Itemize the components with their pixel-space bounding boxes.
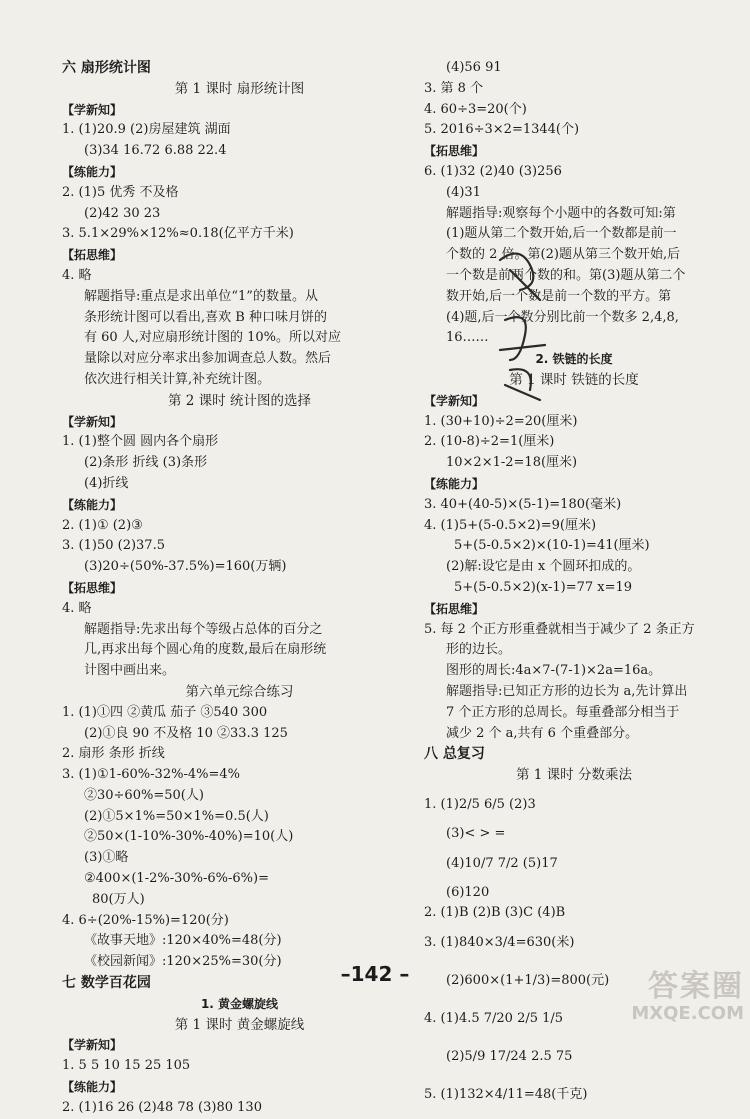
left-line: 1. 黄金螺旋线: [200, 996, 279, 1011]
left-line: (2)①5×1%=50×1%=0.5(人): [84, 808, 269, 824]
left-line: ②30÷60%=50(人): [84, 787, 204, 803]
left-line: 第六单元综合练习: [185, 683, 294, 700]
right-line: 1. (30+10)÷2=20(厘米): [424, 413, 578, 429]
right-line: (2)600×(1+1/3)=800(元): [446, 973, 610, 989]
left-line: 第 2 课时 统计图的选择: [168, 392, 311, 409]
right-line: 八 总复习: [424, 746, 485, 763]
left-line: 4. 6÷(20%-15%)=120(分): [62, 912, 229, 928]
right-line: 第 1 课时 分数乘法: [516, 767, 632, 784]
right-line: 5. 每 2 个正方形重叠就相当于减少了 2 条正方: [424, 621, 695, 637]
right-line: 一个数是前两个数的和。第(3)题从第二个: [446, 267, 686, 283]
right-line: 第 1 课时 铁链的长度: [509, 371, 639, 388]
right-line: 7 个正方形的总周长。每重叠部分相当于: [446, 704, 680, 720]
left-line: 3. (1)①1-60%-32%-4%=4%: [62, 767, 240, 783]
left-line: 【拓思维】: [62, 580, 123, 595]
left-line: 4. 略: [62, 600, 92, 616]
right-line: 图形的周长:4a×7-(7-1)×2a=16a。: [446, 663, 662, 679]
right-line: (4)31: [446, 184, 481, 200]
right-column: [424, 58, 724, 1114]
left-line: 【练能力】: [62, 1080, 123, 1095]
left-line: 80(万人): [92, 891, 145, 907]
left-line: 2. (1)5 优秀 不及格: [62, 184, 179, 200]
right-line: 形的边长。: [446, 642, 512, 658]
left-line: 1. (1)20.9 (2)房屋建筑 湖面: [62, 122, 231, 138]
left-line: 六 扇形统计图: [62, 60, 151, 76]
left-line: 第 1 课时 扇形统计图: [174, 80, 305, 97]
left-line: 计图中画出来。: [84, 663, 176, 679]
left-line: 依次进行相关计算,补充统计图。: [84, 371, 271, 387]
left-line: 解题指导:重点是求出单位“1”的数量。从: [84, 288, 318, 304]
right-line: 3. 40+(40-5)×(5-1)=180(毫米): [424, 496, 622, 512]
left-line: 【练能力】: [62, 164, 123, 179]
right-line: 2. (10-8)÷2=1(厘米): [424, 434, 555, 450]
left-line: ②50×(1-10%-30%-40%)=10(人): [84, 829, 294, 845]
left-line: 1. 5 5 10 15 25 105: [62, 1058, 191, 1074]
left-line: 有 60 人,对应扇形统计图的 10%。所以对应: [84, 330, 341, 346]
right-line: (1)题从第二个数开始,后一个数都是前一: [446, 226, 677, 242]
right-line: (2)5/9 17/24 2.5 75: [446, 1049, 573, 1065]
left-line: 2. (1)16 26 (2)48 78 (3)80 130: [62, 1099, 262, 1115]
left-line: 1. (1)整个圆 圆内各个扇形: [62, 434, 219, 450]
right-line: 个数的 2 倍。第(2)题从第三个数开始,后: [446, 247, 681, 263]
left-line: 1. (1)①四 ②黄瓜 茄子 ③540 300: [62, 704, 268, 720]
left-line: (4)折线: [84, 475, 129, 491]
right-line: 5. (1)132×4/11=48(千克): [424, 1087, 588, 1103]
left-column: [62, 58, 417, 1119]
left-line: 2. 扇形 条形 折线: [62, 746, 165, 762]
left-line: 第 1 课时 黄金螺旋线: [174, 1016, 305, 1033]
left-line: (2)条形 折线 (3)条形: [84, 455, 208, 471]
left-line: (2)42 30 23: [84, 205, 161, 221]
right-line: 解题指导:已知正方形的边长为 a,先计算出: [446, 683, 688, 699]
left-line: 3. (1)50 (2)37.5: [62, 538, 165, 554]
right-line: 3. 第 8 个: [424, 80, 484, 96]
right-line: 【拓思维】: [424, 601, 485, 616]
left-line: 条形统计图可以看出,喜欢 B 种口味月饼的: [84, 309, 327, 325]
right-line: 16……: [446, 330, 489, 346]
right-line: 5. 2016÷3×2=1344(个): [424, 122, 580, 138]
left-line: 量除以对应分率求出参加调查总人数。然后: [84, 351, 332, 367]
page-number: –142 –: [340, 962, 410, 986]
right-line: (4)10/7 7/2 (5)17: [446, 855, 558, 871]
right-line: 10×2×1-2=18(厘米): [446, 455, 578, 471]
left-line: 【学新知】: [62, 414, 123, 429]
right-line: 1. (1)2/5 6/5 (2)3: [424, 796, 536, 812]
right-line: (4)56 91: [446, 60, 502, 75]
right-line: 数开始,后一个数是前一个数的平方。第: [446, 288, 672, 304]
left-line: 2. (1)① (2)③: [62, 517, 143, 533]
left-line: 《故事天地》:120×40%=48(分): [84, 933, 282, 949]
right-line: 【拓思维】: [424, 144, 485, 159]
left-line: (3)20÷(50%-37.5%)=160(万辆): [84, 559, 287, 575]
left-line: 《校园新闻》:120×25%=30(分): [84, 954, 282, 970]
left-line: 【学新知】: [62, 102, 123, 117]
left-line: 【拓思维】: [62, 248, 123, 263]
left-line: 4. 略: [62, 267, 92, 283]
right-line: (2)解:设它是由 x 个圆环扣成的。: [446, 559, 641, 575]
watermark-bottom: MXQE.COM: [631, 1003, 744, 1024]
left-line: 七 数学百花园: [62, 975, 151, 992]
right-line: 2. 铁链的长度: [535, 352, 613, 367]
left-line: (3)①略: [84, 850, 129, 866]
right-line: (6)120: [446, 884, 490, 900]
left-line: 【学新知】: [62, 1038, 123, 1053]
left-line: 【练能力】: [62, 497, 123, 512]
right-line: 解题指导:观察每个小题中的各数可知:第: [446, 205, 676, 221]
right-line: (4)题,后一个数分别比前一个数多 2,4,8,: [446, 309, 679, 325]
left-line: 3. 5.1×29%×12%≈0.18(亿平方千米): [62, 226, 294, 242]
watermark-top: 答案圈: [648, 969, 744, 1004]
right-line: 3. (1)840×3/4=630(米): [424, 935, 575, 951]
right-line: 4. 60÷3=20(个): [424, 101, 527, 117]
right-line: 6. (1)32 (2)40 (3)256: [424, 163, 562, 179]
right-line: 减少 2 个 a,共有 6 个重叠部分。: [446, 725, 639, 741]
right-line: 【练能力】: [424, 476, 485, 491]
left-line: 解题指导:先求出每个等级占总体的百分之: [84, 621, 323, 637]
watermark-logo: [604, 970, 744, 1028]
right-line: 5+(5-0.5×2)×(10-1)=41(厘米): [454, 538, 650, 554]
right-line: 4. (1)4.5 7/20 2/5 1/5: [424, 1011, 564, 1027]
right-line: 4. (1)5+(5-0.5×2)=9(厘米): [424, 517, 597, 533]
left-line: (2)①良 90 不及格 10 ②33.3 125: [84, 725, 288, 741]
right-line: (3)< > =: [446, 825, 506, 841]
right-line: 2. (1)B (2)B (3)C (4)B: [424, 905, 566, 921]
right-line: 5+(5-0.5×2)(x-1)=77 x=19: [454, 579, 633, 595]
left-line: ②400×(1-2%-30%-6%-6%)=: [84, 871, 270, 887]
left-line: (3)34 16.72 6.88 22.4: [84, 143, 227, 159]
right-line: 【学新知】: [424, 393, 485, 408]
left-line: 几,再求出每个圆心角的度数,最后在扇形统: [84, 642, 327, 658]
